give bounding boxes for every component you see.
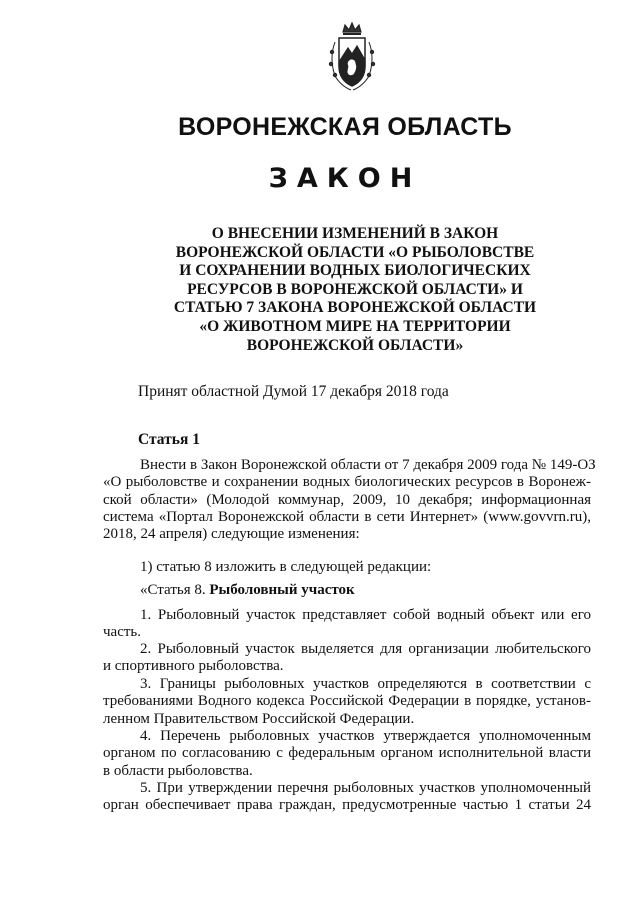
text-line: 1. Рыболовный участок представляет собой водный объект или его bbox=[140, 607, 591, 623]
article-heading: Статья 1 bbox=[138, 431, 200, 448]
text-line: 2018, 24 апреля) следующие изменения: bbox=[103, 526, 360, 543]
law-title-line: И СОХРАНЕНИИ ВОДНЫХ БИОЛОГИЧЕСКИХ bbox=[179, 262, 531, 280]
document-type-heading: ЗАКОН bbox=[268, 163, 422, 194]
text-line: 2. Рыболовный участок выделяется для организации любительского bbox=[140, 641, 591, 657]
new-article-title: Рыболовный участок bbox=[209, 582, 355, 598]
intro-paragraph bbox=[103, 457, 596, 543]
law-title-line: СТАТЬЮ 7 ЗАКОНА ВОРОНЕЖСКОЙ ОБЛАСТИ bbox=[173, 299, 537, 317]
new-article-heading bbox=[103, 582, 591, 599]
text-line: 4. Перечень рыболовных участков утверждается уполномоченным bbox=[140, 728, 591, 744]
text-line: 3. Границы рыболовных участков определяются в соответствии с bbox=[140, 676, 591, 692]
adoption-date: Принят областной Думой 17 декабря 2018 года bbox=[138, 383, 449, 400]
text-line: требованиями Водного кодекса Российской Федерации в порядке, установ- bbox=[103, 693, 591, 710]
paragraph-3 bbox=[103, 676, 591, 728]
new-article-prefix: «Статья 8. bbox=[140, 582, 210, 598]
text-line: в области рыболовства. bbox=[103, 762, 253, 779]
text-line: ленном Правительством Российской Федерации. bbox=[103, 710, 415, 727]
text-line: часть. bbox=[103, 624, 142, 641]
law-title-line: ВОРОНЕЖСКОЙ ОБЛАСТИ» bbox=[246, 336, 464, 354]
paragraph-2 bbox=[103, 641, 591, 676]
law-title-line: РЕСУРСОВ В ВОРОНЕЖСКОЙ ОБЛАСТИ» И bbox=[187, 280, 523, 298]
item-1 bbox=[103, 559, 591, 576]
law-title-line: О ВНЕСЕНИИ ИЗМЕНЕНИЙ В ЗАКОН bbox=[211, 225, 499, 242]
paragraph-4 bbox=[103, 728, 591, 780]
text-line: ской области» (Молодой коммунар, 2009, 10 декабря; информационная bbox=[103, 491, 591, 508]
text-line: и спортивного рыболовства. bbox=[103, 658, 284, 675]
region-heading: ВОРОНЕЖСКАЯ ОБЛАСТЬ bbox=[178, 113, 512, 141]
text-line bbox=[103, 582, 591, 599]
text-line: 5. При утверждении перечня рыболовных участков уполномоченный bbox=[140, 780, 591, 796]
text-line: 1) статью 8 изложить в следующей редакции: bbox=[140, 559, 432, 575]
paragraph-1 bbox=[103, 607, 591, 642]
law-title bbox=[120, 225, 590, 355]
coat-of-arms-emblem bbox=[321, 22, 383, 94]
law-title-line: «О ЖИВОТНОМ МИРЕ НА ТЕРРИТОРИИ bbox=[199, 317, 511, 335]
text-line: система «Портал Воронежской области в сети Интернет» (www.govvrn.ru), bbox=[103, 508, 591, 525]
text-line: органом по согласованию с федеральным органом исполнительной власти bbox=[103, 745, 591, 762]
text-line: Внести в Закон Воронежской области от 7 декабря 2009 года № 149-ОЗ bbox=[140, 457, 596, 473]
text-line: орган обеспечивает права граждан, предусмотренные частью 1 статьи 24 bbox=[103, 797, 591, 814]
text-line: «О рыболовстве и сохранении водных биологических ресурсов в Воронеж- bbox=[103, 474, 591, 491]
paragraph-5 bbox=[103, 780, 591, 815]
law-title-line: ВОРОНЕЖСКОЙ ОБЛАСТИ «О РЫБОЛОВСТВЕ bbox=[175, 243, 535, 261]
